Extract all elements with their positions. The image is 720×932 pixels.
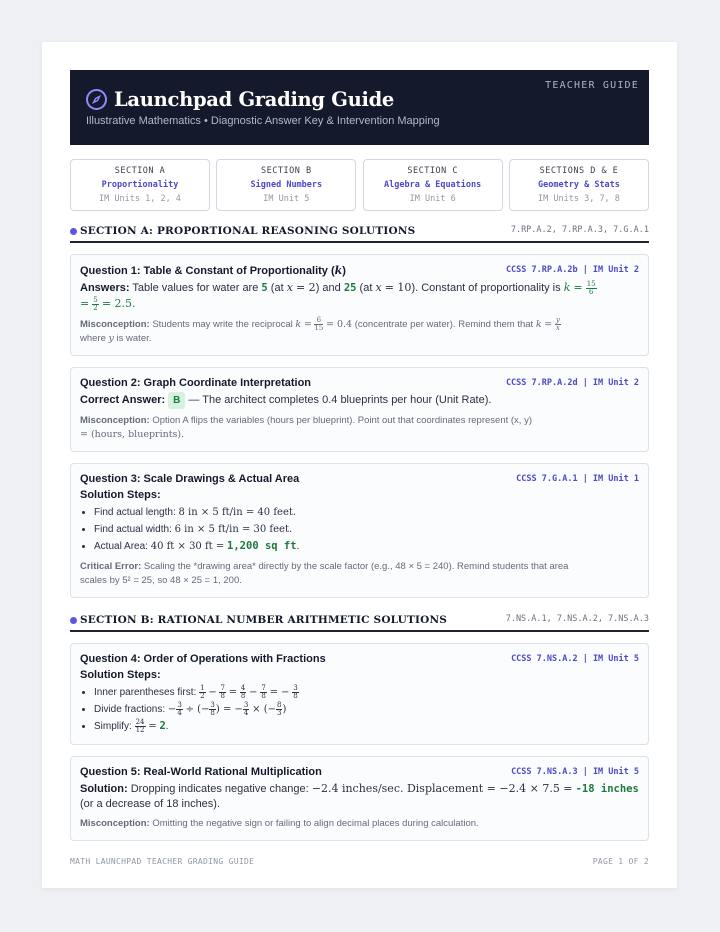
answer-line: Solution: Dropping indicates negative change: −2.4 inches/sec. Displacement = −2.4 × 7.5 = -18 inches (or a decrease of 18 inches).: [80, 782, 639, 811]
question-card-4: [70, 643, 649, 745]
tile-units: IM Units 3, 7, 8: [538, 194, 620, 204]
question-card-5: [70, 756, 649, 841]
tile-section-a: [70, 159, 210, 211]
standard-code: CCSS 7.NS.A.3 | IM Unit 5: [511, 767, 639, 778]
tile-units: IM Units 1, 2, 4: [99, 194, 181, 204]
list-item: • Inner parentheses first: $\frac{1}{2}$ − $\frac{7}{8}$ = $\frac{4}{8}$ − $\frac{7}{8}$ = − $\frac{3}{8}$: [94, 684, 639, 701]
misconception-note: Misconception: Omitting the negative sign or failing to align decimal places during calculation.: [80, 818, 479, 830]
list-item: • Divide fractions: − $\frac{3}{4}$ ÷ (− $\frac{3}{8}$ ) = − $\frac{3}{4}$ × (− $\frac{8}{3}$ ): [94, 701, 639, 718]
tile-topic: Algebra & Equations: [384, 180, 482, 190]
tile-section: SECTIONS D & E: [539, 166, 619, 176]
tile-topic: Geometry & Stats: [538, 180, 620, 190]
question-card-2: [70, 367, 649, 452]
tile-section: SECTION B: [261, 166, 312, 176]
steps-title: Solution Steps:: [80, 669, 161, 682]
tile-section: SECTION A: [114, 166, 166, 176]
page-number: PAGE 1 OF 2: [592, 857, 649, 866]
section-codes: 7.RP.A.2, 7.RP.A.3, 7.G.A.1: [510, 225, 649, 235]
list-item: • Find actual length: 8 in × 5 ft/in = 40 feet.: [94, 504, 639, 521]
page-footer: [70, 857, 649, 866]
question-card-3: [70, 463, 649, 598]
tile-section-c: [363, 159, 503, 211]
bullet-dot-icon: [70, 617, 77, 624]
solution-steps: [94, 684, 639, 735]
list-item: • Actual Area: 40 ft × 30 ft = 1,200 sq ft.: [94, 538, 639, 555]
misconception-note: Misconception: Students may write the reciprocal k = $\frac{6}{15}$ = 0.4 (concentrate per water). Remind them that k = $\frac{y}{x}$ where y is water.: [80, 316, 560, 345]
list-item: • Find actual width: 6 in × 5 ft/in = 30 feet.: [94, 521, 639, 538]
doc-tag: TEACHER GUIDE: [545, 80, 639, 91]
section-tiles: [70, 159, 649, 211]
standard-code: CCSS 7.NS.A.2 | IM Unit 5: [511, 654, 639, 665]
brand-row: [86, 88, 633, 111]
standard-code: CCSS 7.RP.A.2d | IM Unit 2: [505, 378, 639, 389]
question-title: Question 5: Real-World Rational Multiplication: [80, 766, 322, 779]
tile-section-de: [509, 159, 649, 211]
tile-section: SECTION C: [407, 166, 458, 176]
footer-title: MATH LAUNCHPAD TEACHER GRADING GUIDE: [70, 857, 255, 866]
compass-icon: [86, 89, 107, 110]
section-b-header: [70, 612, 649, 632]
section-title: SECTION B: RATIONAL NUMBER ARITHMETIC SOLUTIONS: [80, 614, 448, 627]
question-card-1: [70, 254, 649, 356]
tile-units: IM Unit 5: [263, 194, 310, 204]
list-item: • Simplify: $\frac{24}{12}$ = 2.: [94, 718, 639, 735]
tile-topic: Proportionality: [101, 180, 179, 190]
solution-steps: [94, 504, 639, 555]
question-title: Question 2: Graph Coordinate Interpretation: [80, 377, 312, 390]
section-title: SECTION A: PROPORTIONAL REASONING SOLUTIONS: [80, 225, 416, 237]
misconception-note: Misconception: Option A flips the variables (hours per blueprint). Point out that coordinates represent (x, y) = (hours, blueprints).: [80, 415, 532, 441]
tile-section-b: [216, 159, 356, 211]
question-title: Question 1: Table & Constant of Proportionality (k): [80, 264, 346, 277]
document-page: [42, 42, 677, 888]
bullet-dot-icon: [70, 228, 77, 235]
critical-error-note: Critical Error: Scaling the *drawing area* directly by the scale factor (e.g., 48 × 5 = 240). Remind students that area scales by 5² = 25, so 48 × 25 = 1, 200.: [80, 561, 569, 587]
standard-code: CCSS 7.G.A.1 | IM Unit 1: [516, 474, 639, 485]
tile-units: IM Unit 6: [409, 194, 456, 204]
question-title: Question 4: Order of Operations with Fractions: [80, 653, 326, 666]
answer-badge: B: [168, 392, 185, 409]
page-content: [70, 70, 649, 841]
section-codes: 7.NS.A.1, 7.NS.A.2, 7.NS.A.3: [505, 614, 649, 625]
tile-topic: Signed Numbers: [250, 180, 323, 190]
standard-code: CCSS 7.RP.A.2b | IM Unit 2: [505, 265, 639, 275]
section-a-header: [70, 223, 649, 243]
answer-line: Correct Answer: B — The architect completes 0.4 blueprints per hour (Unit Rate).: [80, 392, 639, 409]
steps-title: Solution Steps:: [80, 489, 161, 502]
page-title: Launchpad Grading Guide: [114, 88, 395, 111]
page-subtitle: Illustrative Mathematics • Diagnostic Answer Key & Intervention Mapping: [86, 115, 440, 127]
answer-line: Answers: Table values for water are 5 (at x = 2) and 25 (at x = 10). Constant of proportionality is k = $\frac{15}{6}$ = $\frac{5}{2}$ = 2.5.: [80, 279, 596, 312]
question-title: Question 3: Scale Drawings & Actual Area: [80, 473, 300, 486]
header-banner: [70, 70, 649, 145]
